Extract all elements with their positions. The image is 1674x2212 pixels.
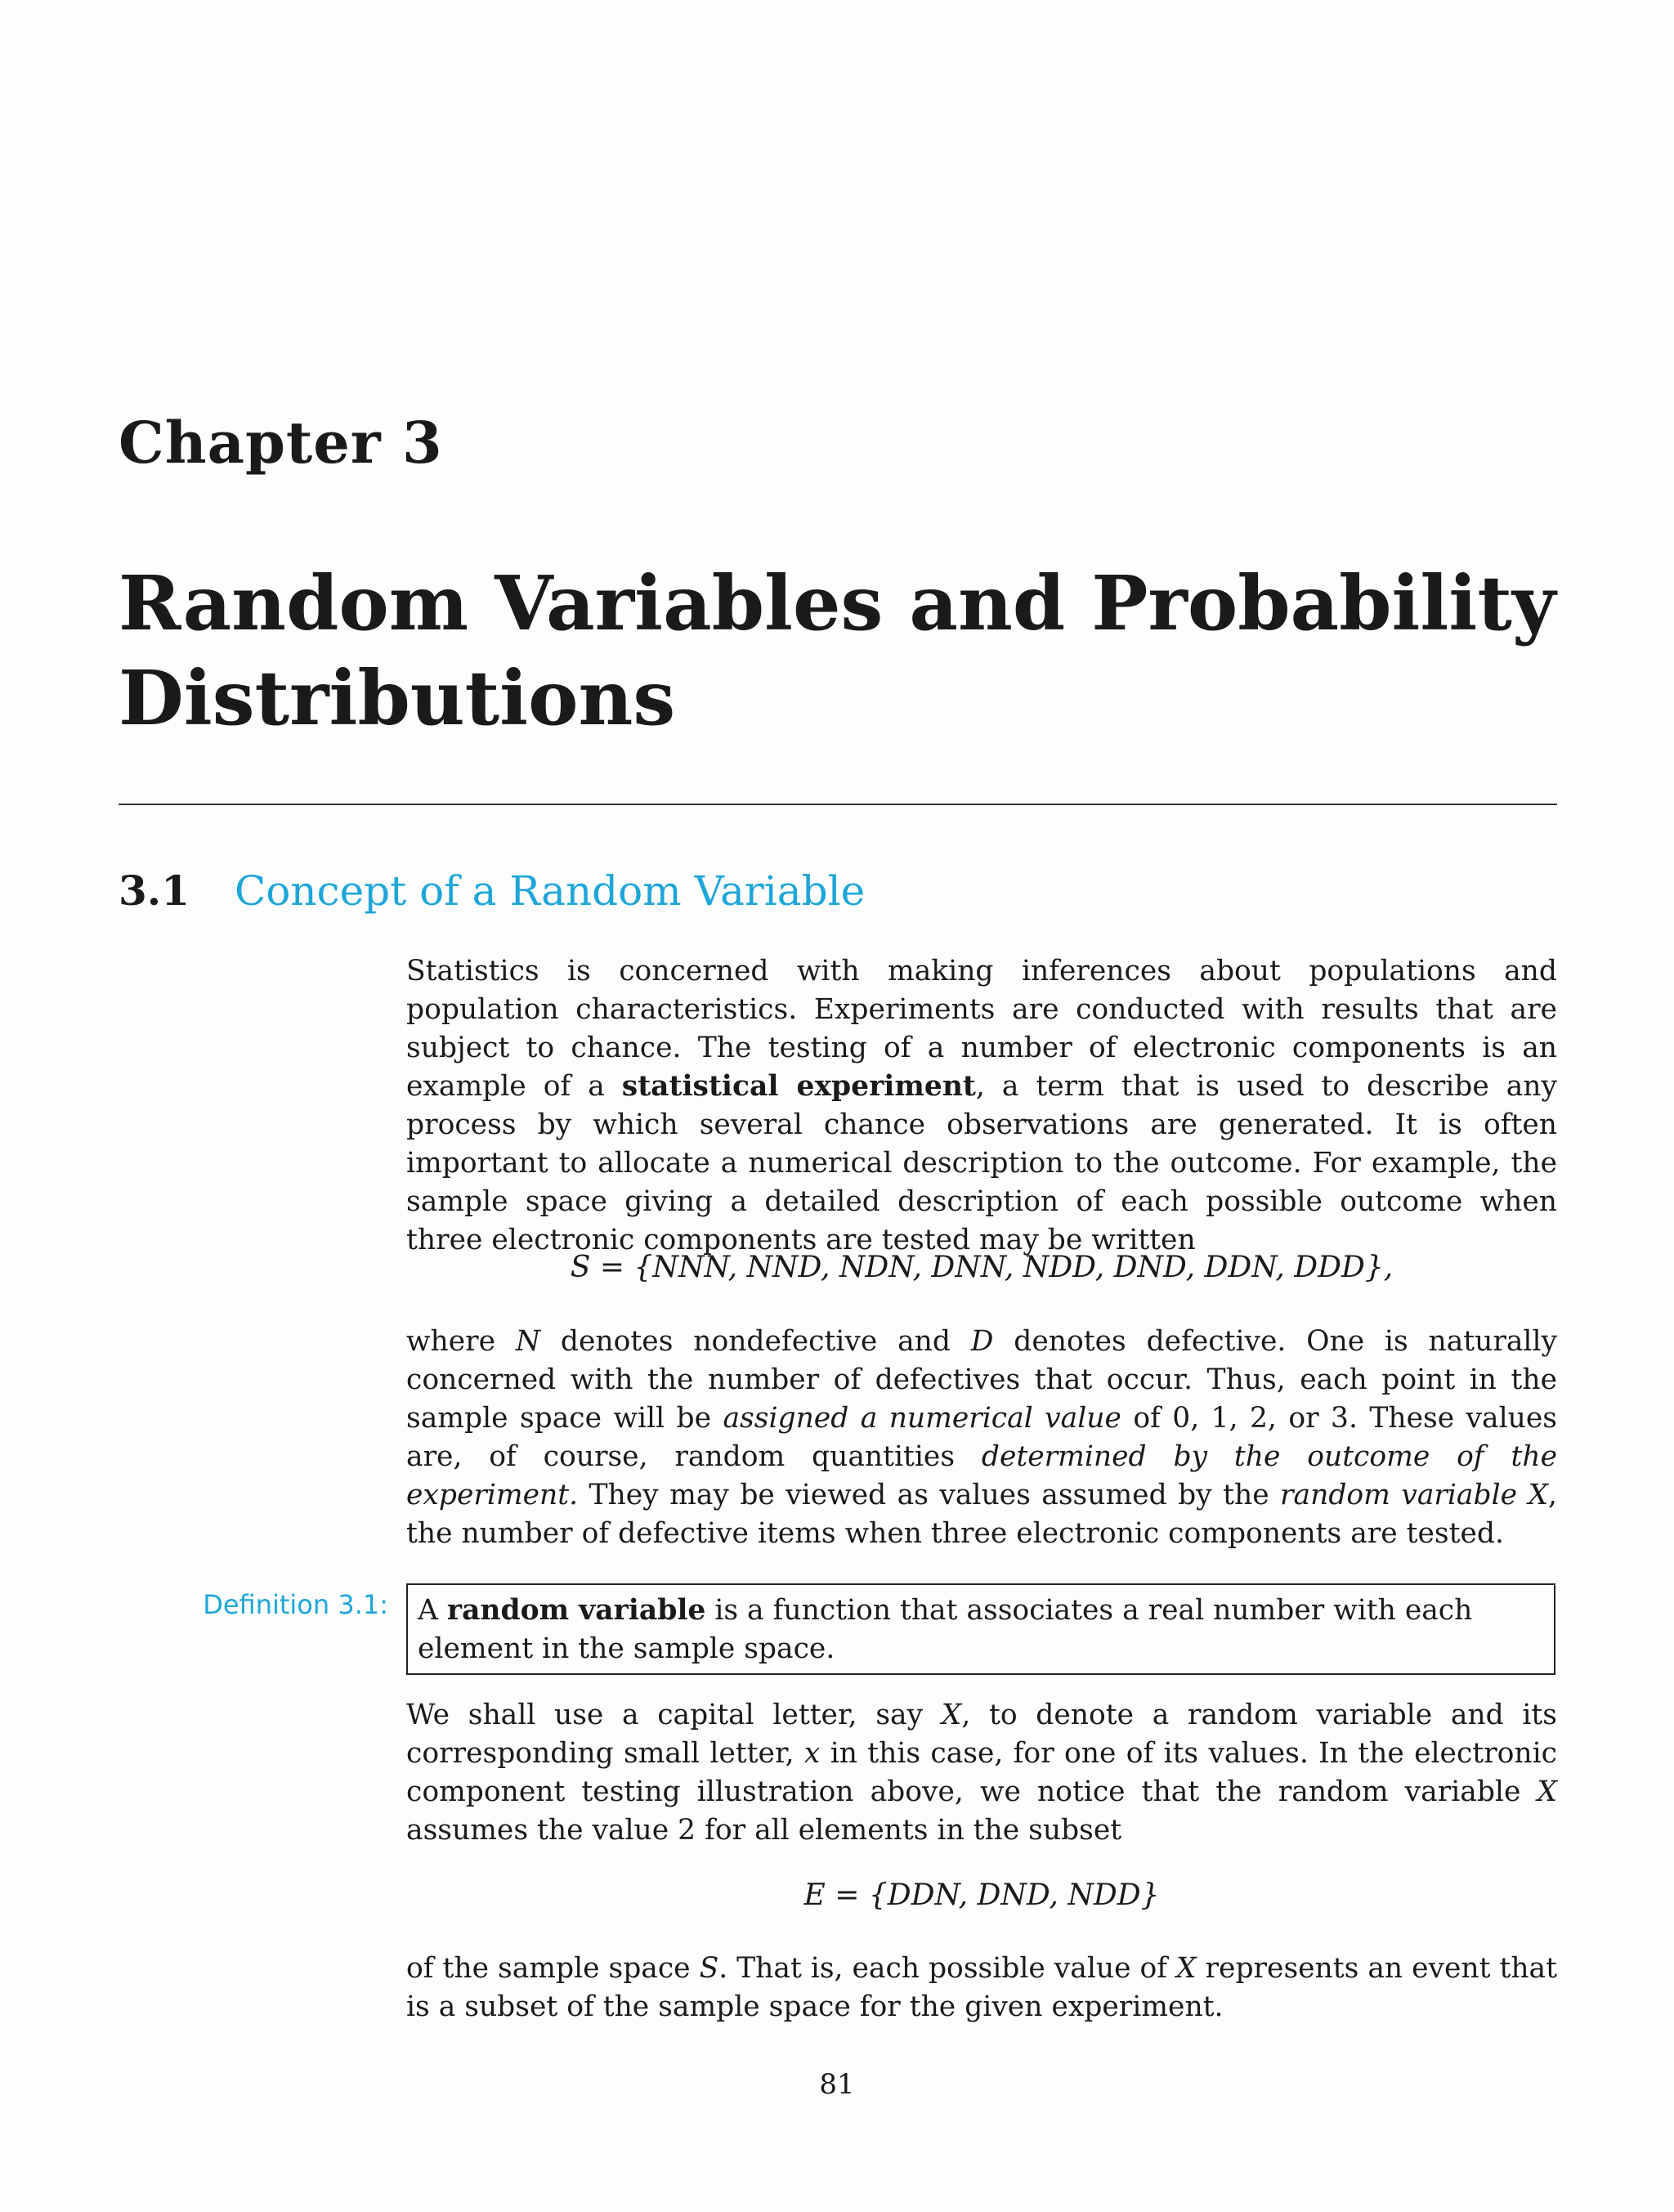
text-run: in this case, for one of its values. In the electronic component testing illustration above, we notice that the random variable: [406, 1737, 1557, 1808]
equation-subset: E = {DDN, DND, NDD}: [803, 1878, 1160, 1912]
text-run: They may be viewed as values assumed by the: [578, 1479, 1281, 1511]
equation-sample-space: S = {NNN, NND, NDN, DNN, NDD, DND, DDN, DDD},: [570, 1251, 1394, 1284]
text-run: denotes nondefective and: [540, 1325, 971, 1358]
paragraph-notation: [406, 1696, 1557, 1850]
text-run: represents an event that is a subset of the sample space for the given experiment.: [406, 1952, 1557, 2023]
text-run: of 0, 1, 2, or 3. These values are, of course, random quantities: [406, 1402, 1557, 1473]
math-symbol: X: [1528, 1479, 1549, 1511]
text-run: is a function that associates a real number with each element in the sample space.: [418, 1594, 1473, 1665]
text-run: We shall use a capital letter, say: [406, 1699, 942, 1731]
chapter-label: Chapter 3: [119, 409, 443, 477]
math-symbol: S: [699, 1952, 719, 1985]
text-run: , to denote a random variable and its corresponding small letter,: [406, 1699, 1557, 1770]
chapter-title: Random Variables and Probability Distributions: [119, 559, 1556, 742]
math-symbol: D: [970, 1325, 994, 1358]
text-run: [1517, 1479, 1528, 1511]
term-statistical-experiment: statistical experiment: [621, 1070, 976, 1103]
section-heading: [119, 866, 865, 915]
text-run: assumes the value 2 for all elements in the subset: [406, 1814, 1122, 1847]
title-divider: [119, 804, 1557, 805]
paragraph-event: [406, 1950, 1557, 2026]
text-run: where: [406, 1325, 516, 1358]
page-number: 81: [819, 2068, 855, 2101]
emphasis: assigned a numerical value: [723, 1402, 1121, 1435]
text-run: , a term that is used to describe any process by which several chance observations are generated. It is often important to allocate a numerical description to the outcome. For example, the sample space giving a detailed description of each possible outcome when three electronic components are tested may be written: [406, 1070, 1558, 1256]
text-run: A: [418, 1594, 447, 1627]
math-symbol: X: [1537, 1775, 1557, 1808]
paragraph-defectives: [406, 1323, 1557, 1553]
paragraph-intro: [406, 952, 1557, 1260]
definition-label: Definition 3.1:: [203, 1589, 388, 1620]
section-title: Concept of a Random Variable: [235, 867, 866, 915]
term-random-variable: random variable: [446, 1594, 706, 1627]
text-run: , the number of defective items when three electronic components are tested.: [406, 1479, 1557, 1550]
text-run: Statistics is concerned with making inferences about populations and population characteristics. Experiments are conducted with results that are subject to chance. The testing of a number of electronic components is an example of a: [406, 955, 1557, 1103]
definition-box: [406, 1583, 1555, 1675]
emphasis: random variable: [1280, 1479, 1518, 1511]
math-symbol: X: [1176, 1952, 1197, 1985]
text-run: denotes defective. One is naturally concerned with the number of defectives that occur. Thus, each point in the sample space will be: [406, 1325, 1557, 1435]
section-number: 3.1: [119, 866, 190, 915]
math-symbol: X: [941, 1699, 962, 1731]
math-symbol: N: [515, 1325, 541, 1358]
math-symbol: x: [803, 1737, 821, 1770]
text-run: . That is, each possible value of: [718, 1952, 1176, 1985]
emphasis: determined by the outcome of the experiment.: [406, 1440, 1557, 1511]
text-run: of the sample space: [406, 1952, 700, 1985]
